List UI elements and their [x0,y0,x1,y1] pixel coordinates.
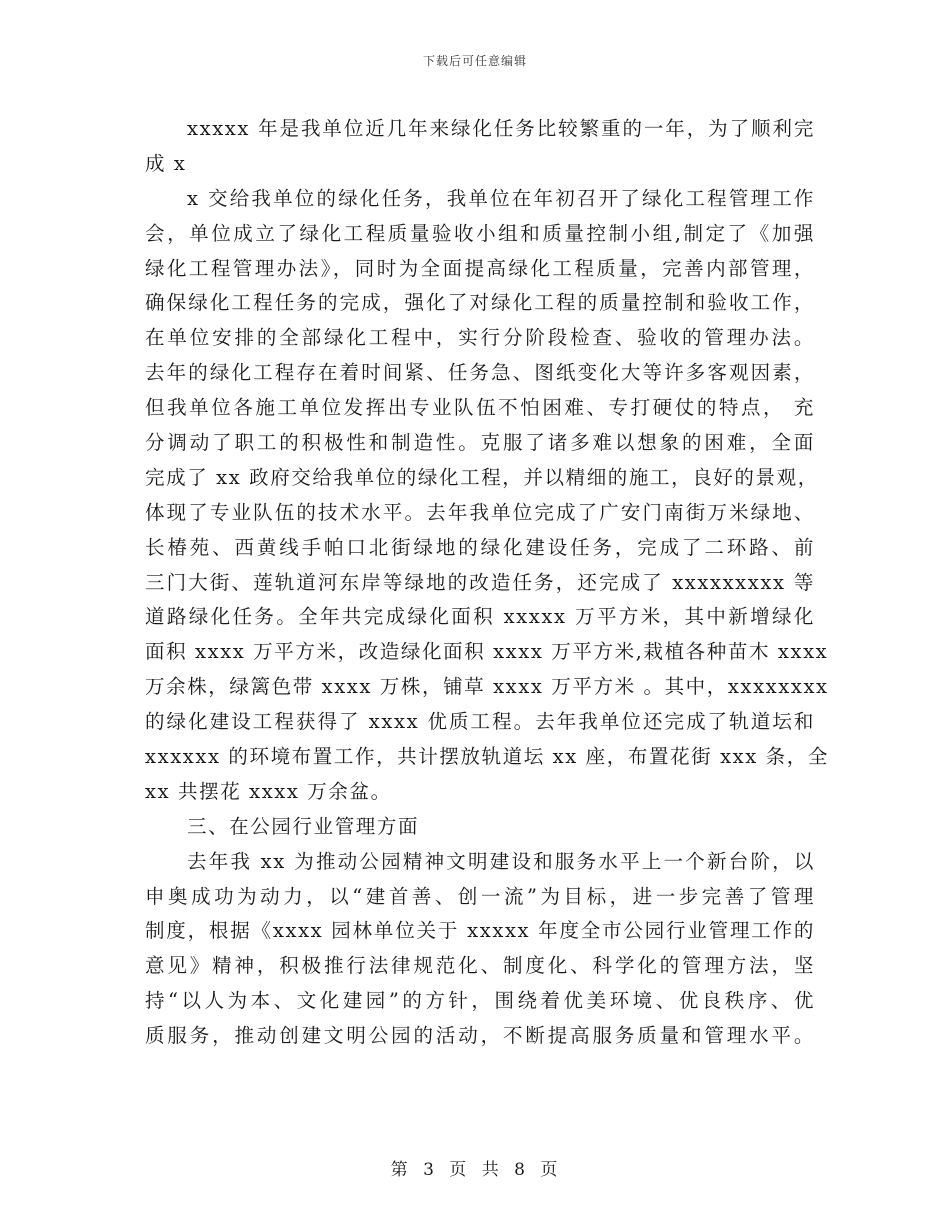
text-line: 去年我 xx 为推动公园精神文明建设和服务水平上一个新台阶，以 [187,849,815,873]
text-line: 完成了 xx 政府交给我单位的绿化工程，并以精细的施工，良好的景观， [145,465,819,489]
text-line: 三门大街、莲轨道河东岸等绿地的改造任务，还完成了 xxxxxxxxx 等 [145,570,815,594]
text-line: 在单位安排的全部绿化工程中，实行分阶段检查、验收的管理办法。 [145,326,815,350]
text-line: 分调动了职工的积极性和制造性。克服了诸多难以想象的困难，全面 [145,431,815,455]
text-line: 面积 xxxx 万平方米，改造绿化面积 xxxx 万平方米,栽植各种苗木 xxxx [145,640,829,664]
text-line: xx 共摆花 xxxx 万余盆。 [145,779,392,803]
text-line: xxxxxx 的环境布置工作，共计摆放轨道坛 xx 座，布置花街 xxx 条，全 [145,745,829,769]
section-heading: 三、在公园行业管理方面 [187,814,420,838]
text-line: 持“以人为本、文化建园”的方针，围绕着优美环境、优良秩序、优 [145,989,815,1013]
text-line: 万余株，绿篱色带 xxxx 万株，铺草 xxxx 万平方米 。其中，xxxxxxxx [145,675,829,699]
text-line: 会，单位成立了绿化工程质量验收小组和质量控制小组,制定了《加强 [145,221,815,245]
text-line: 体现了专业队伍的技术水平。去年我单位完成了广安门南街万米绿地、 [145,500,815,524]
text-line: 绿化工程管理办法》，同时为全面提高绿化工程质量，完善内部管理， [145,256,815,280]
text-line: 确保绿化工程任务的完成，强化了对绿化工程的质量控制和验收工作， [145,291,815,315]
text-line: x 交给我单位的绿化任务，我单位在年初召开了绿化工程管理工作 [187,186,815,210]
document-body [145,112,829,1054]
text-line: 成 x [145,151,187,175]
text-line: 的绿化建设工程获得了 xxxx 优质工程。去年我单位还完成了轨道坛和 [145,710,815,734]
text-line: 去年的绿化工程存在着时间紧、任务急、图纸变化大等许多客观因素， [145,361,815,385]
text-line: 道路绿化任务。全年共完成绿化面积 xxxxx 万平方米，其中新增绿化 [145,605,815,629]
text-line: 申奥成功为动力，以“建首善、创一流”为目标，进一步完善了管理 [145,884,815,908]
text-line: 意见》精神，积极推行法律规范化、制度化、科学化的管理方法，坚 [145,954,815,978]
text-line: 但我单位各施工单位发挥出专业队伍不怕困难、专打硬仗的特点， 充 [145,396,815,420]
text-line: 质服务，推动创建文明公园的活动，不断提高服务质量和管理水平。 [145,1024,815,1048]
text-line: xxxxx 年是我单位近几年来绿化任务比较繁重的一年，为了顺利完 [187,117,815,140]
page-header-note: 下载后可任意编辑 [422,54,527,68]
page-number-footer: 第 3 页 共 8 页 [390,1160,560,1180]
text-line: 长椿苑、西黄线手帕口北街绿地的绿化建设任务，完成了二环路、前 [145,535,815,559]
text-line: 制度，根据《xxxx 园林单位关于 xxxxx 年度全市公园行业管理工作的 [145,919,815,943]
